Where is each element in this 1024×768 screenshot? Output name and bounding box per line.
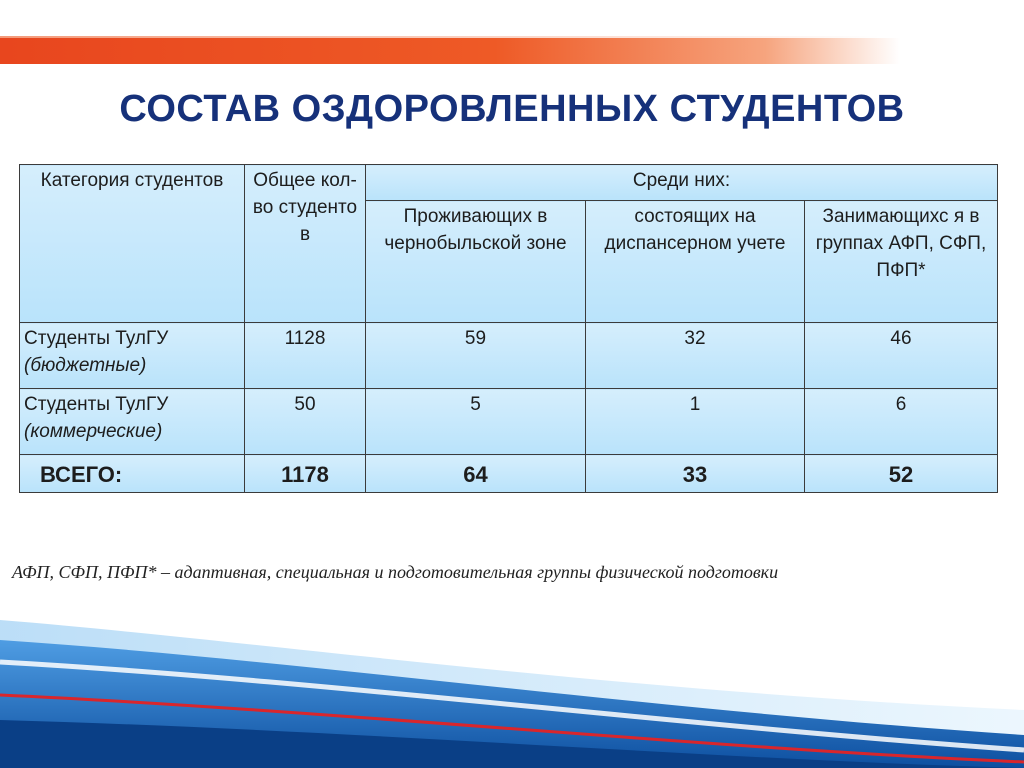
header-dispensary: состоящих на диспансерном учете bbox=[586, 201, 805, 323]
row-label-subtext: (бюджетные) bbox=[24, 354, 147, 376]
slide-title: СОСТАВ ОЗДОРОВЛЕННЫХ СТУДЕНТОВ bbox=[119, 88, 905, 130]
header-category: Категория студентов bbox=[20, 165, 245, 323]
cell-chernobyl: 59 bbox=[366, 323, 586, 389]
students-table bbox=[19, 164, 998, 493]
cell-total: 50 bbox=[245, 389, 366, 455]
cell-total: 1128 bbox=[245, 323, 366, 389]
cell-pe-groups: 46 bbox=[805, 323, 998, 389]
header-chernobyl-zone: Проживающих в чернобыльской зоне bbox=[366, 201, 586, 323]
header-among-them: Среди них: bbox=[366, 165, 998, 201]
cell-dispensary: 1 bbox=[586, 389, 805, 455]
bottom-wave-decoration bbox=[0, 600, 1024, 768]
table-header-row bbox=[20, 165, 998, 201]
total-cell-pe-groups: 52 bbox=[805, 455, 998, 493]
table-row bbox=[20, 389, 998, 455]
row-label-budget bbox=[20, 323, 245, 389]
top-accent-stripe bbox=[0, 38, 900, 64]
cell-dispensary: 32 bbox=[586, 323, 805, 389]
total-cell-dispensary: 33 bbox=[586, 455, 805, 493]
header-total-count: Общее кол-во студенто в bbox=[245, 165, 366, 323]
row-label-text: Студенты ТулГУ bbox=[24, 394, 169, 415]
cell-chernobyl: 5 bbox=[366, 389, 586, 455]
total-label: ВСЕГО: bbox=[20, 455, 245, 493]
header-pe-groups: Занимающихс я в группах АФП, СФП, ПФП* bbox=[805, 201, 998, 323]
total-cell-chernobyl: 64 bbox=[366, 455, 586, 493]
row-label-subtext: (коммерческие) bbox=[24, 420, 163, 442]
row-label-text: Студенты ТулГУ bbox=[24, 328, 169, 349]
table-total-row bbox=[20, 455, 998, 493]
table-row bbox=[20, 323, 998, 389]
footnote: АФП, СФП, ПФП* – адаптивная, специальная и подготовительная группы физической подготовки bbox=[12, 562, 779, 582]
total-cell-total: 1178 bbox=[245, 455, 366, 493]
row-label-commercial bbox=[20, 389, 245, 455]
cell-pe-groups: 6 bbox=[805, 389, 998, 455]
